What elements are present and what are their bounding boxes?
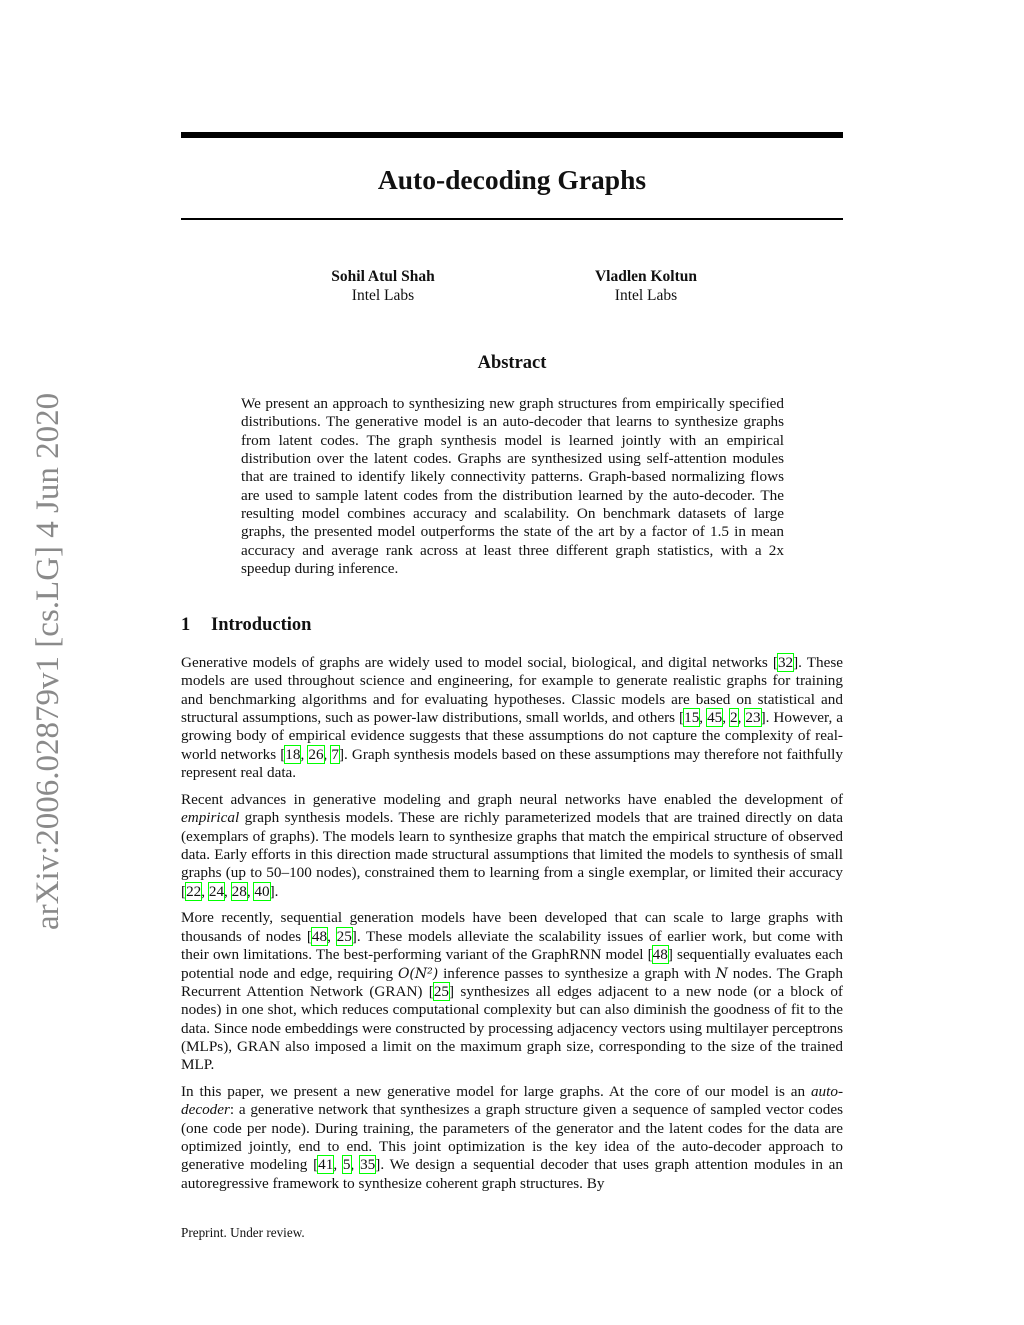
body-text xyxy=(181,654,843,1202)
citation-link[interactable]: 24 xyxy=(208,882,225,900)
emphasis: auto-decoder xyxy=(181,1083,843,1119)
citation-link[interactable]: 48 xyxy=(652,946,668,964)
citation-link[interactable]: 7 xyxy=(331,745,339,763)
citation-link[interactable]: 5 xyxy=(342,1156,351,1174)
abstract-heading: Abstract xyxy=(477,353,547,373)
author-block xyxy=(526,267,766,305)
citation-link[interactable]: 28 xyxy=(231,882,247,900)
title-bottom-rule xyxy=(181,218,843,220)
citation-link[interactable]: 2 xyxy=(730,709,738,727)
citation-link[interactable]: 25 xyxy=(336,927,352,945)
paragraph: In this paper, we present a new generative model for large graphs. At the core of our model is an auto-decoder: a generative network that synthesizes a graph structure given a sequence of sampled vector codes (one code per node). During training, the parameters of the generator and the latent codes for the data are optimized jointly, end to end. This joint optimization is the key idea of the auto-decoder approach to generative modeling [41, 5, 35]. We design a sequential decoder that uses graph attention modules in an autoregressive framework to synthesize coherent graph structures. By xyxy=(181,1083,844,1192)
math-complexity: O(N²) xyxy=(397,965,439,982)
section-number: 1 xyxy=(181,615,191,635)
citation-link[interactable]: 48 xyxy=(311,927,328,945)
author-block xyxy=(263,267,503,305)
citation-link[interactable]: 25 xyxy=(433,982,449,1000)
emphasis: empirical xyxy=(181,809,240,827)
author-name: Vladlen Koltun xyxy=(594,268,698,285)
section-heading xyxy=(181,613,311,637)
paragraph: More recently, sequential generation models have been developed that can scale to large graphs with thousands of nodes [48, 25]. These models alleviate the scalability issues of earlier work, but come with their own limitations. The best-performing variant of the GraphRNN model [48] sequentially evaluates each potential node and edge, requiring O(N²) inference passes to synthesize a graph with N nodes. The Graph Recurrent Attention Network (GRAN) [25] synthesizes all edges adjacent to a new node (or a block of nodes) in one shot, which reduces computational complexity but can also diminish the goodness of fit to the data. Since node embeddings were constructed by processing adjacency vectors using multilayer perceptrons (MLPs), GRAN also imposed a limit on the maximum graph size, corresponding to the size of the trained MLP. xyxy=(181,909,843,1074)
preprint-footer: Preprint. Under review. xyxy=(181,1225,305,1240)
citation-link[interactable]: 15 xyxy=(684,709,700,727)
citation-link[interactable]: 26 xyxy=(308,745,324,763)
citation-link[interactable]: 18 xyxy=(285,745,301,763)
paragraph: Generative models of graphs are widely used to model social, biological, and digital networks [32]. These models are used throughout science and engineering, for example to generate realistic graphs for training and benchmarking algorithms and for evaluating hypotheses. Classic models are based on statistical and structural assumptions, such as power-law distributions, small worlds, and others [15, 45, 2, 23]. However, a growing body of empirical evidence suggests that these assumptions do not capture the complexity of real-world networks [18, 26, 7]. Graph synthesis models based on these assumptions may therefore not faithfully represent real data. xyxy=(181,654,844,782)
author-affiliation: Intel Labs xyxy=(351,287,415,304)
author-affiliation: Intel Labs xyxy=(614,287,678,304)
math-variable: N xyxy=(715,965,728,982)
author-name: Sohil Atul Shah xyxy=(331,268,435,285)
citation-link[interactable]: 45 xyxy=(707,709,723,727)
citation-link[interactable]: 41 xyxy=(318,1156,334,1174)
title-top-rule xyxy=(181,132,843,138)
citation-link[interactable]: 32 xyxy=(777,654,794,671)
arxiv-identifier: arXiv:2006.02879v1 [cs.LG] 4 Jun 2020 xyxy=(30,392,66,930)
citation-link[interactable]: 22 xyxy=(186,882,202,900)
paper-title: Auto-decoding Graphs xyxy=(377,164,647,195)
citation-link[interactable]: 23 xyxy=(745,709,761,727)
paragraph: Recent advances in generative modeling and graph neural networks have enabled the development of empirical graph synthesis models. These are richly parameterized models that are trained directly on data (exemplars of graphs). The models learn to synthesize graphs that match the empirical structure of observed data. Early efforts in this direction made structural assumptions that limited the models to synthesis of small graphs (up to 50–100 nodes), constrained them to learning from a single exemplar, or limited their accuracy [22, 24, 28, 40]. xyxy=(181,790,843,900)
section-title: Introduction xyxy=(211,615,312,635)
citation-link[interactable]: 40 xyxy=(254,882,270,900)
abstract-text: We present an approach to synthesizing new graph structures from empirically specified distributions. The generative model is an auto-decoder that learns to synthesize graphs from latent codes. The graph synthesis model is learned jointly with an empirical distribution over the latent codes. Graphs are synthesized using self-attention modules that are trained to identify likely connectivity patterns. Graph-based normalizing flows are used to sample latent codes from the distribution learned by the auto-decoder. The resulting model combines accuracy and scalability. On benchmark datasets of large graphs, the presented model outperforms the state of the art by a factor of 1.5 in mean accuracy and average rank across at least three different graph statistics, with a 2x speedup during inference. xyxy=(241,395,784,578)
citation-link[interactable]: 35 xyxy=(360,1156,376,1174)
